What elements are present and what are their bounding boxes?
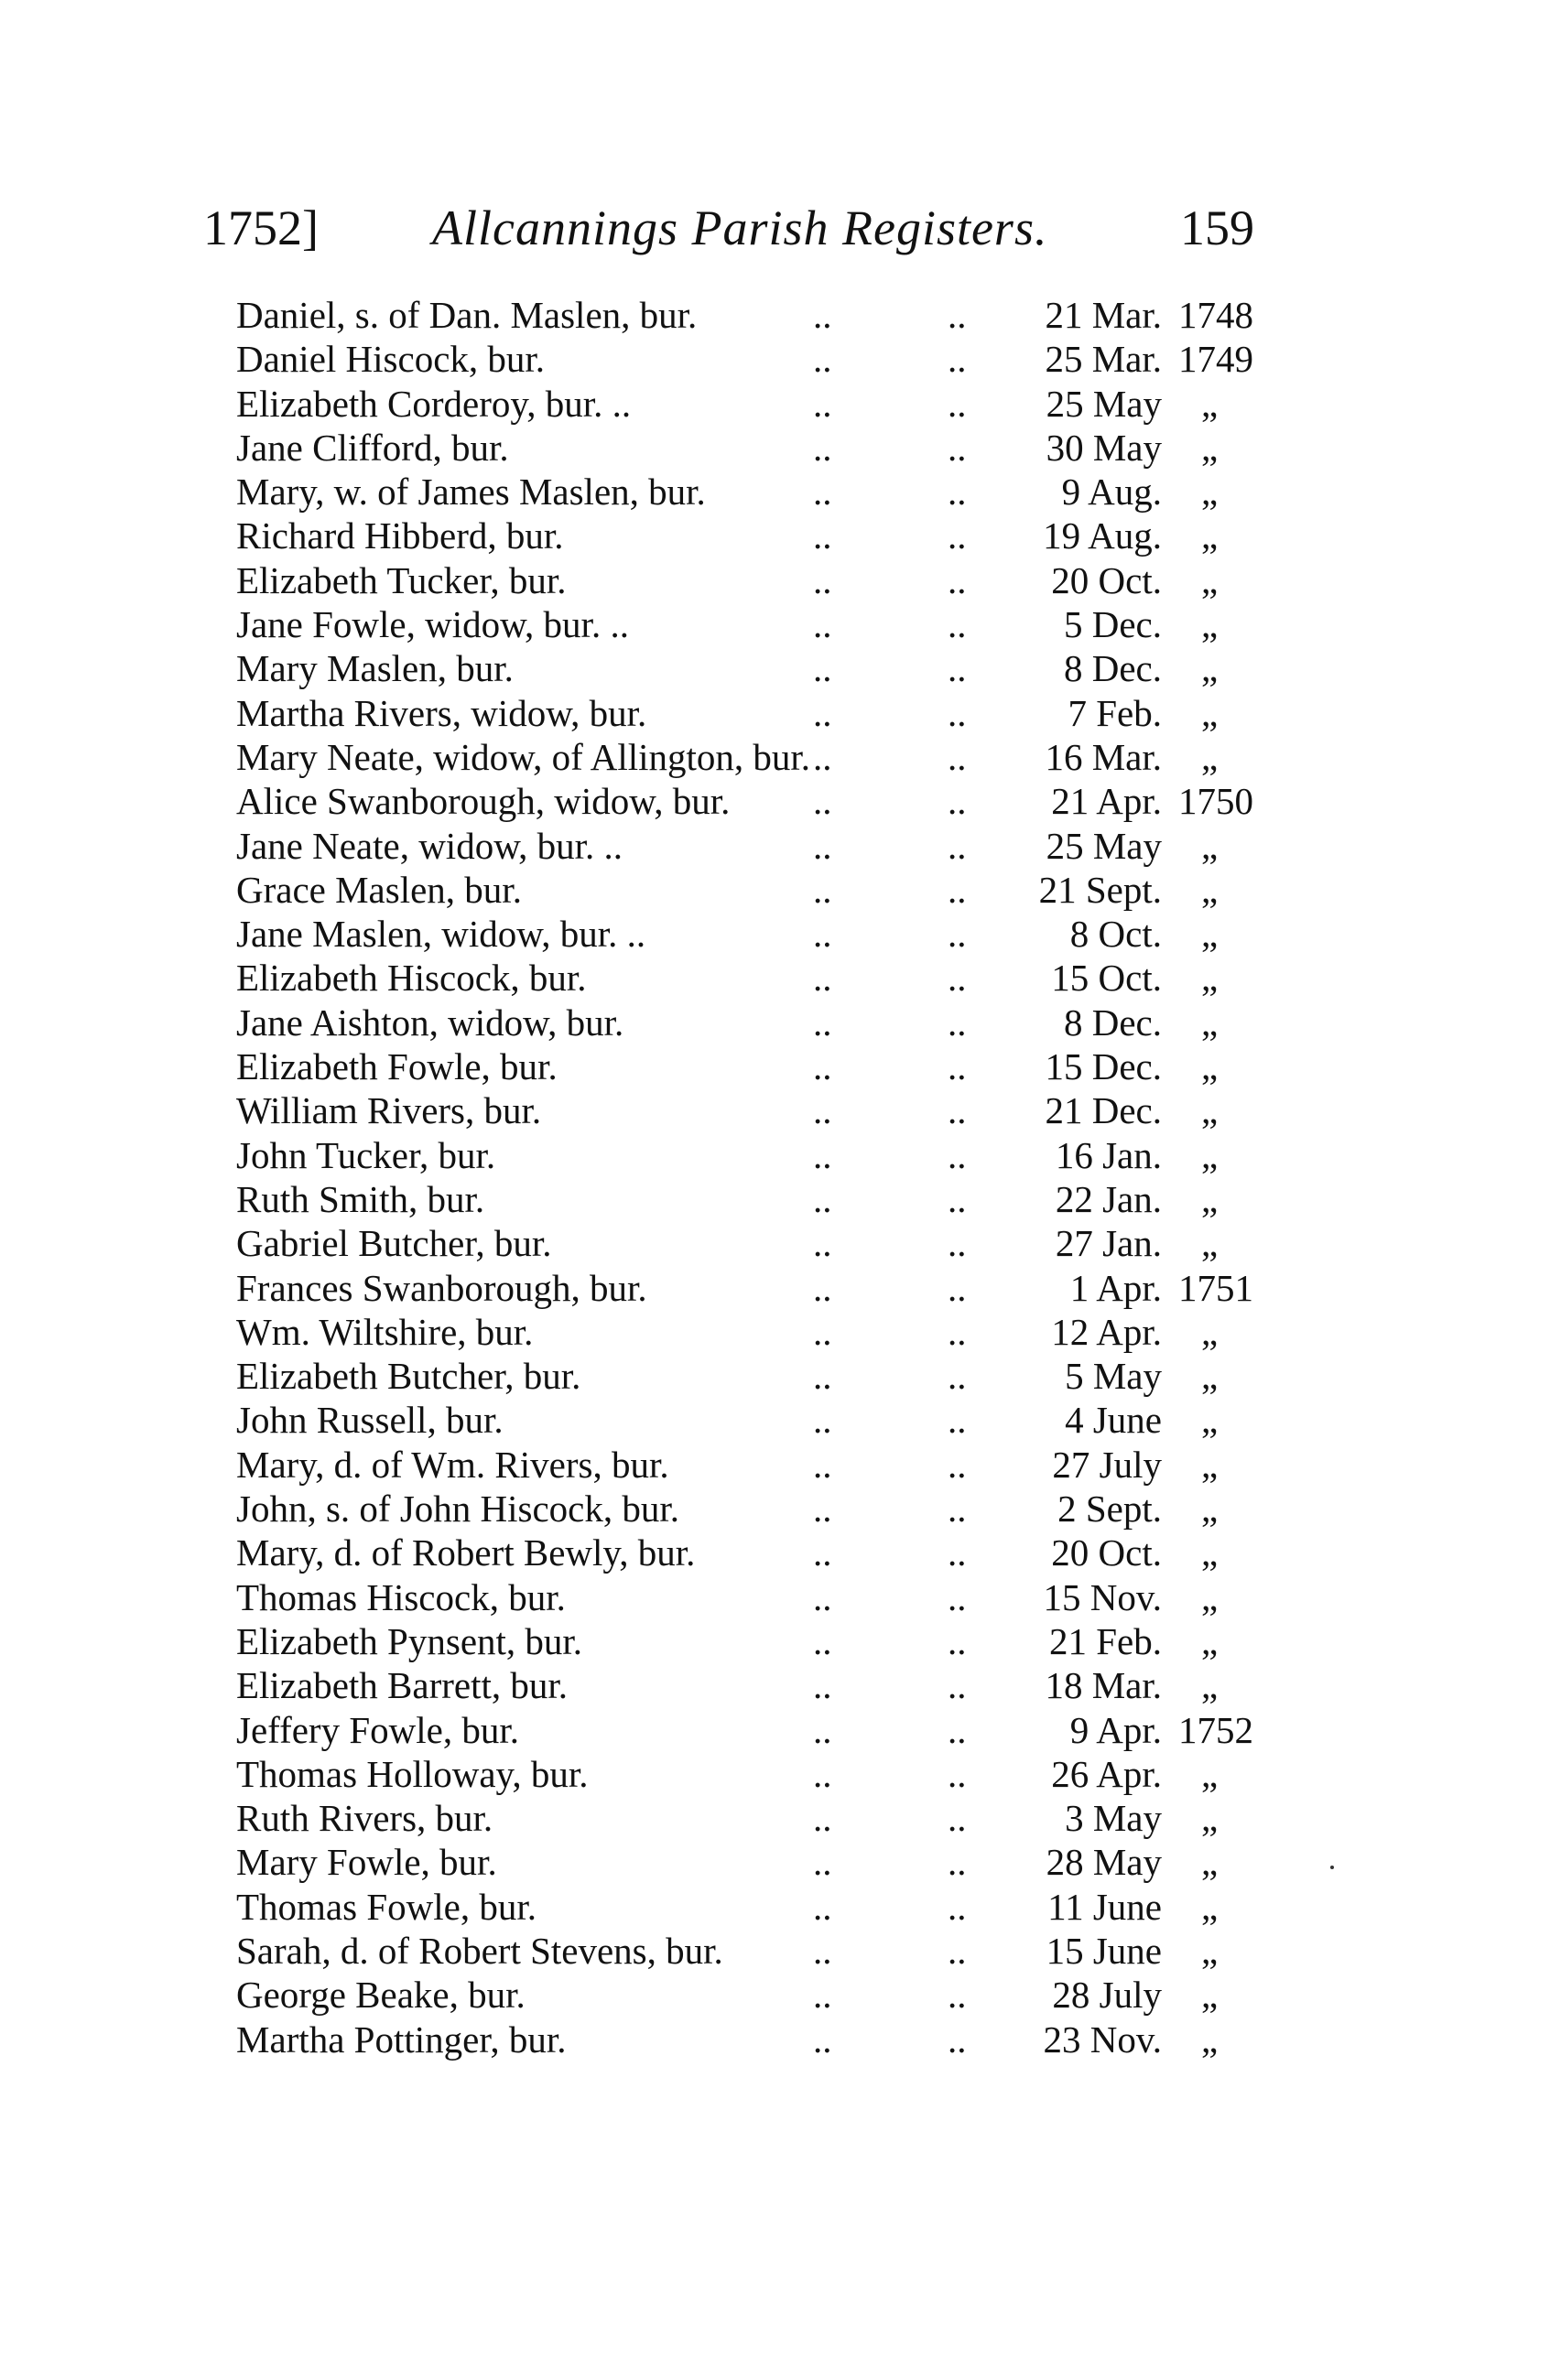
dot-leader: .. (813, 471, 832, 514)
dot-leader: .. (948, 294, 967, 336)
entry-date: 8 Dec. (1063, 1001, 1162, 1044)
dot-leader: .. (948, 1531, 967, 1574)
register-entry (0, 868, 1550, 912)
ditto-mark: „ (1201, 382, 1219, 425)
entry-date: 28 July (1052, 1974, 1162, 2017)
ditto-mark: „ (1201, 1133, 1219, 1176)
dot-leader: .. (813, 1266, 832, 1309)
ditto-mark: „ (1201, 1001, 1219, 1044)
dot-leader: .. (813, 1001, 832, 1044)
entry-name: Ruth Smith, bur. (236, 1177, 485, 1220)
register-entry (0, 1001, 1550, 1044)
entry-name: Richard Hibberd, bur. (236, 514, 564, 557)
page-number: 159 (1180, 200, 1254, 255)
dot-leader: .. (948, 471, 967, 514)
dot-leader: .. (813, 1974, 832, 2017)
dot-leader: .. (813, 691, 832, 734)
dot-leader: .. (813, 1089, 832, 1132)
register-entry (0, 1663, 1550, 1707)
entry-name: Jane Aishton, widow, bur. (236, 1001, 624, 1044)
dot-leader: .. (948, 824, 967, 867)
dot-leader: .. (813, 1708, 832, 1751)
entry-name: Mary, w. of James Maslen, bur. (236, 471, 706, 514)
register-entry (0, 1619, 1550, 1663)
entry-date: 16 Mar. (1045, 735, 1162, 778)
register-entry (0, 1796, 1550, 1840)
entry-date: 3 May (1065, 1797, 1162, 1840)
ditto-mark: „ (1201, 1310, 1219, 1353)
dot-leader: .. (813, 957, 832, 1000)
stray-mark (1330, 1866, 1334, 1869)
register-entry (0, 1266, 1550, 1310)
register-entry (0, 1840, 1550, 1884)
dot-leader: .. (813, 294, 832, 336)
dot-leader: .. (948, 1399, 967, 1442)
dot-leader: .. (813, 647, 832, 690)
register-entry (0, 382, 1550, 426)
dot-leader: .. (813, 1399, 832, 1442)
register-entry (0, 558, 1550, 602)
dot-leader: .. (813, 735, 832, 778)
dot-leader: .. (948, 558, 967, 601)
entry-name: Frances Swanborough, bur. (236, 1266, 647, 1309)
dot-leader: .. (948, 1443, 967, 1486)
dot-leader: .. (813, 1222, 832, 1265)
register-entry (0, 1221, 1550, 1265)
ditto-mark: „ (1201, 913, 1219, 956)
entry-date: 8 Dec. (1063, 647, 1162, 690)
entry-name: John, s. of John Hiscock, bur. (236, 1488, 680, 1531)
entry-date: 28 May (1046, 1841, 1162, 1884)
dot-leader: .. (813, 1885, 832, 1928)
running-header (203, 200, 1254, 273)
entry-date: 21 Dec. (1045, 1089, 1162, 1132)
entry-date: 15 Dec. (1045, 1045, 1162, 1088)
register-entry (0, 1398, 1550, 1442)
dot-leader: .. (948, 2018, 967, 2061)
entry-date: 8 Oct. (1069, 913, 1162, 956)
entry-date: 26 Apr. (1051, 1752, 1162, 1795)
dot-leader: .. (813, 780, 832, 823)
register-entry (0, 1575, 1550, 1619)
dot-leader: .. (948, 1177, 967, 1220)
entry-name: Elizabeth Pynsent, bur. (236, 1619, 583, 1662)
ditto-mark: „ (1201, 1841, 1219, 1884)
entry-date: 5 Dec. (1063, 603, 1162, 646)
entry-name: Alice Swanborough, widow, bur. (236, 780, 731, 823)
entry-date: 27 July (1052, 1443, 1162, 1486)
register-entry (0, 1752, 1550, 1796)
dot-leader: .. (813, 1531, 832, 1574)
register-entry (0, 337, 1550, 381)
dot-leader: .. (948, 1222, 967, 1265)
entry-year: 1748 (1178, 294, 1253, 336)
entry-date: 27 Jan. (1055, 1222, 1162, 1265)
dot-leader: .. (948, 1310, 967, 1353)
ditto-mark: „ (1201, 1797, 1219, 1840)
dot-leader: .. (948, 338, 967, 381)
entry-date: 11 June (1047, 1885, 1162, 1928)
dot-leader: .. (813, 1929, 832, 1972)
dot-leader: .. (813, 338, 832, 381)
entry-name: Mary Neate, widow, of Allington, bur. (236, 735, 811, 778)
dot-leader: .. (948, 647, 967, 690)
dot-leader: .. (813, 382, 832, 425)
ditto-mark: „ (1201, 691, 1219, 734)
entry-date: 20 Oct. (1051, 1531, 1162, 1574)
ditto-mark: „ (1201, 1222, 1219, 1265)
dot-leader: .. (948, 382, 967, 425)
dot-leader: .. (813, 2018, 832, 2061)
entry-name: Gabriel Butcher, bur. (236, 1222, 552, 1265)
entry-date: 15 Oct. (1051, 957, 1162, 1000)
dot-leader: .. (948, 426, 967, 469)
entry-date: 2 Sept. (1057, 1488, 1162, 1531)
entry-year: 1750 (1178, 780, 1253, 823)
dot-leader: .. (948, 780, 967, 823)
dot-leader: .. (813, 1797, 832, 1840)
dot-leader: .. (813, 426, 832, 469)
ditto-mark: „ (1201, 1752, 1219, 1795)
entry-name: Elizabeth Hiscock, bur. (236, 957, 587, 1000)
ditto-mark: „ (1201, 1619, 1219, 1662)
dot-leader: .. (813, 1575, 832, 1618)
register-entry (0, 646, 1550, 690)
entry-name: Jane Clifford, bur. (236, 426, 509, 469)
entry-name: Thomas Holloway, bur. (236, 1752, 589, 1795)
dot-leader: .. (948, 691, 967, 734)
ditto-mark: „ (1201, 647, 1219, 690)
dot-leader: .. (813, 1619, 832, 1662)
entry-name: Martha Pottinger, bur. (236, 2018, 567, 2061)
header-year: 1752] (203, 200, 319, 255)
dot-leader: .. (813, 1177, 832, 1220)
dot-leader: .. (813, 1355, 832, 1398)
dot-leader: .. (948, 1797, 967, 1840)
register-entry (0, 1133, 1550, 1177)
register-entry (0, 1973, 1550, 2017)
ditto-mark: „ (1201, 603, 1219, 646)
register-entry (0, 514, 1550, 557)
ditto-mark: „ (1201, 868, 1219, 911)
ditto-mark: „ (1201, 1488, 1219, 1531)
ditto-mark: „ (1201, 1531, 1219, 1574)
register-entry (0, 1088, 1550, 1132)
ditto-mark: „ (1201, 1974, 1219, 2017)
register-entry (0, 602, 1550, 646)
dot-leader: .. (948, 1708, 967, 1751)
dot-leader: .. (948, 957, 967, 1000)
entry-name: Mary Fowle, bur. (236, 1841, 497, 1884)
ditto-mark: „ (1201, 1929, 1219, 1972)
entry-name: Elizabeth Butcher, bur. (236, 1355, 581, 1398)
entry-year: 1752 (1178, 1708, 1253, 1751)
entry-name: Elizabeth Fowle, bur. (236, 1045, 558, 1088)
dot-leader: .. (948, 1752, 967, 1795)
ditto-mark: „ (1201, 1664, 1219, 1707)
dot-leader: .. (948, 1089, 967, 1132)
entry-date: 12 Apr. (1051, 1310, 1162, 1353)
dot-leader: .. (813, 514, 832, 557)
register-entry (0, 470, 1550, 514)
register-entry (0, 1443, 1550, 1487)
dot-leader: .. (948, 1841, 967, 1884)
dot-leader: .. (813, 558, 832, 601)
dot-leader: .. (948, 1619, 967, 1662)
entry-date: 1 Apr. (1069, 1266, 1162, 1309)
register-entry (0, 956, 1550, 1000)
ditto-mark: „ (1201, 1443, 1219, 1486)
entry-name: Elizabeth Barrett, bur. (236, 1664, 569, 1707)
dot-leader: .. (948, 1885, 967, 1928)
entry-name: Jane Maslen, widow, bur. .. (236, 913, 646, 956)
register-entry (0, 779, 1550, 823)
register-entry (0, 1310, 1550, 1354)
register-entry (0, 1487, 1550, 1531)
ditto-mark: „ (1201, 558, 1219, 601)
register-entry (0, 912, 1550, 956)
register-entry (0, 1708, 1550, 1752)
entry-date: 21 Apr. (1051, 780, 1162, 823)
dot-leader: .. (813, 1664, 832, 1707)
entry-date: 9 Aug. (1061, 471, 1162, 514)
ditto-mark: „ (1201, 471, 1219, 514)
dot-leader: .. (813, 1310, 832, 1353)
entry-name: John Tucker, bur. (236, 1133, 496, 1176)
entry-date: 9 Apr. (1069, 1708, 1162, 1751)
entry-date: 21 Feb. (1049, 1619, 1162, 1662)
register-entry (0, 1929, 1550, 1973)
page-title: Allcannings Parish Registers. (432, 200, 1048, 255)
entry-name: Sarah, d. of Robert Stevens, bur. (236, 1929, 723, 1972)
entry-date: 15 June (1046, 1929, 1162, 1972)
register-entry (0, 1531, 1550, 1574)
dot-leader: .. (813, 1133, 832, 1176)
ditto-mark: „ (1201, 1355, 1219, 1398)
dot-leader: .. (948, 1929, 967, 1972)
entry-name: Mary Maslen, bur. (236, 647, 514, 690)
dot-leader: .. (948, 868, 967, 911)
entry-name: Mary, d. of Robert Bewly, bur. (236, 1531, 696, 1574)
entry-date: 25 May (1046, 382, 1162, 425)
dot-leader: .. (813, 868, 832, 911)
ditto-mark: „ (1201, 2018, 1219, 2061)
entry-name: William Rivers, bur. (236, 1089, 542, 1132)
ditto-mark: „ (1201, 1575, 1219, 1618)
dot-leader: .. (948, 1664, 967, 1707)
entry-name: Ruth Rivers, bur. (236, 1797, 493, 1840)
entry-date: 25 May (1046, 824, 1162, 867)
ditto-mark: „ (1201, 735, 1219, 778)
ditto-mark: „ (1201, 426, 1219, 469)
entry-name: Mary, d. of Wm. Rivers, bur. (236, 1443, 669, 1486)
ditto-mark: „ (1201, 824, 1219, 867)
entry-name: Jane Neate, widow, bur. .. (236, 824, 623, 867)
entry-date: 30 May (1046, 426, 1162, 469)
dot-leader: .. (948, 913, 967, 956)
ditto-mark: „ (1201, 957, 1219, 1000)
register-entry (0, 2018, 1550, 2061)
entry-name: Daniel Hiscock, bur. (236, 338, 546, 381)
entry-name: Thomas Fowle, bur. (236, 1885, 537, 1928)
register-entry (0, 1044, 1550, 1088)
entry-date: 23 Nov. (1043, 2018, 1162, 2061)
register-entry (0, 824, 1550, 868)
dot-leader: .. (813, 1752, 832, 1795)
entry-name: Jeffery Fowle, bur. (236, 1708, 519, 1751)
entry-name: Jane Fowle, widow, bur. .. (236, 603, 629, 646)
entry-name: George Beake, bur. (236, 1974, 526, 2017)
entry-name: Elizabeth Tucker, bur. (236, 558, 567, 601)
entry-date: 21 Mar. (1045, 294, 1162, 336)
dot-leader: .. (948, 1974, 967, 2017)
entry-date: 16 Jan. (1055, 1133, 1162, 1176)
register-entry (0, 293, 1550, 337)
entry-year: 1751 (1178, 1266, 1253, 1309)
register-entry (0, 735, 1550, 779)
register-entry (0, 1885, 1550, 1929)
register-entry (0, 1177, 1550, 1221)
dot-leader: .. (948, 1266, 967, 1309)
dot-leader: .. (948, 1001, 967, 1044)
dot-leader: .. (948, 1045, 967, 1088)
dot-leader: .. (948, 1355, 967, 1398)
entry-date: 4 June (1065, 1399, 1162, 1442)
entry-date: 18 Mar. (1045, 1664, 1162, 1707)
ditto-mark: „ (1201, 1089, 1219, 1132)
dot-leader: .. (948, 514, 967, 557)
ditto-mark: „ (1201, 514, 1219, 557)
entry-name: Wm. Wiltshire, bur. (236, 1310, 534, 1353)
entry-name: Grace Maslen, bur. (236, 868, 522, 911)
entry-date: 5 May (1065, 1355, 1162, 1398)
dot-leader: .. (813, 603, 832, 646)
burial-register-list (0, 293, 1550, 2061)
entry-date: 22 Jan. (1055, 1177, 1162, 1220)
entry-date: 25 Mar. (1045, 338, 1162, 381)
entry-name: Martha Rivers, widow, bur. (236, 691, 647, 734)
dot-leader: .. (813, 1443, 832, 1486)
dot-leader: .. (813, 1045, 832, 1088)
ditto-mark: „ (1201, 1177, 1219, 1220)
dot-leader: .. (948, 1488, 967, 1531)
ditto-mark: „ (1201, 1045, 1219, 1088)
dot-leader: .. (948, 1575, 967, 1618)
dot-leader: .. (813, 824, 832, 867)
entry-date: 15 Nov. (1043, 1575, 1162, 1618)
entry-date: 19 Aug. (1043, 514, 1162, 557)
register-entry (0, 426, 1550, 470)
entry-date: 7 Feb. (1068, 691, 1162, 734)
dot-leader: .. (813, 1488, 832, 1531)
dot-leader: .. (948, 1133, 967, 1176)
dot-leader: .. (813, 1841, 832, 1884)
ditto-mark: „ (1201, 1399, 1219, 1442)
ditto-mark: „ (1201, 1885, 1219, 1928)
entry-year: 1749 (1178, 338, 1253, 381)
entry-name: Daniel, s. of Dan. Maslen, bur. (236, 294, 698, 336)
entry-date: 20 Oct. (1051, 558, 1162, 601)
entry-name: Thomas Hiscock, bur. (236, 1575, 566, 1618)
register-entry (0, 691, 1550, 735)
dot-leader: .. (948, 735, 967, 778)
entry-name: John Russell, bur. (236, 1399, 504, 1442)
register-entry (0, 1354, 1550, 1398)
entry-date: 21 Sept. (1038, 868, 1162, 911)
dot-leader: .. (813, 913, 832, 956)
entry-name: Elizabeth Corderoy, bur. .. (236, 382, 632, 425)
dot-leader: .. (948, 603, 967, 646)
